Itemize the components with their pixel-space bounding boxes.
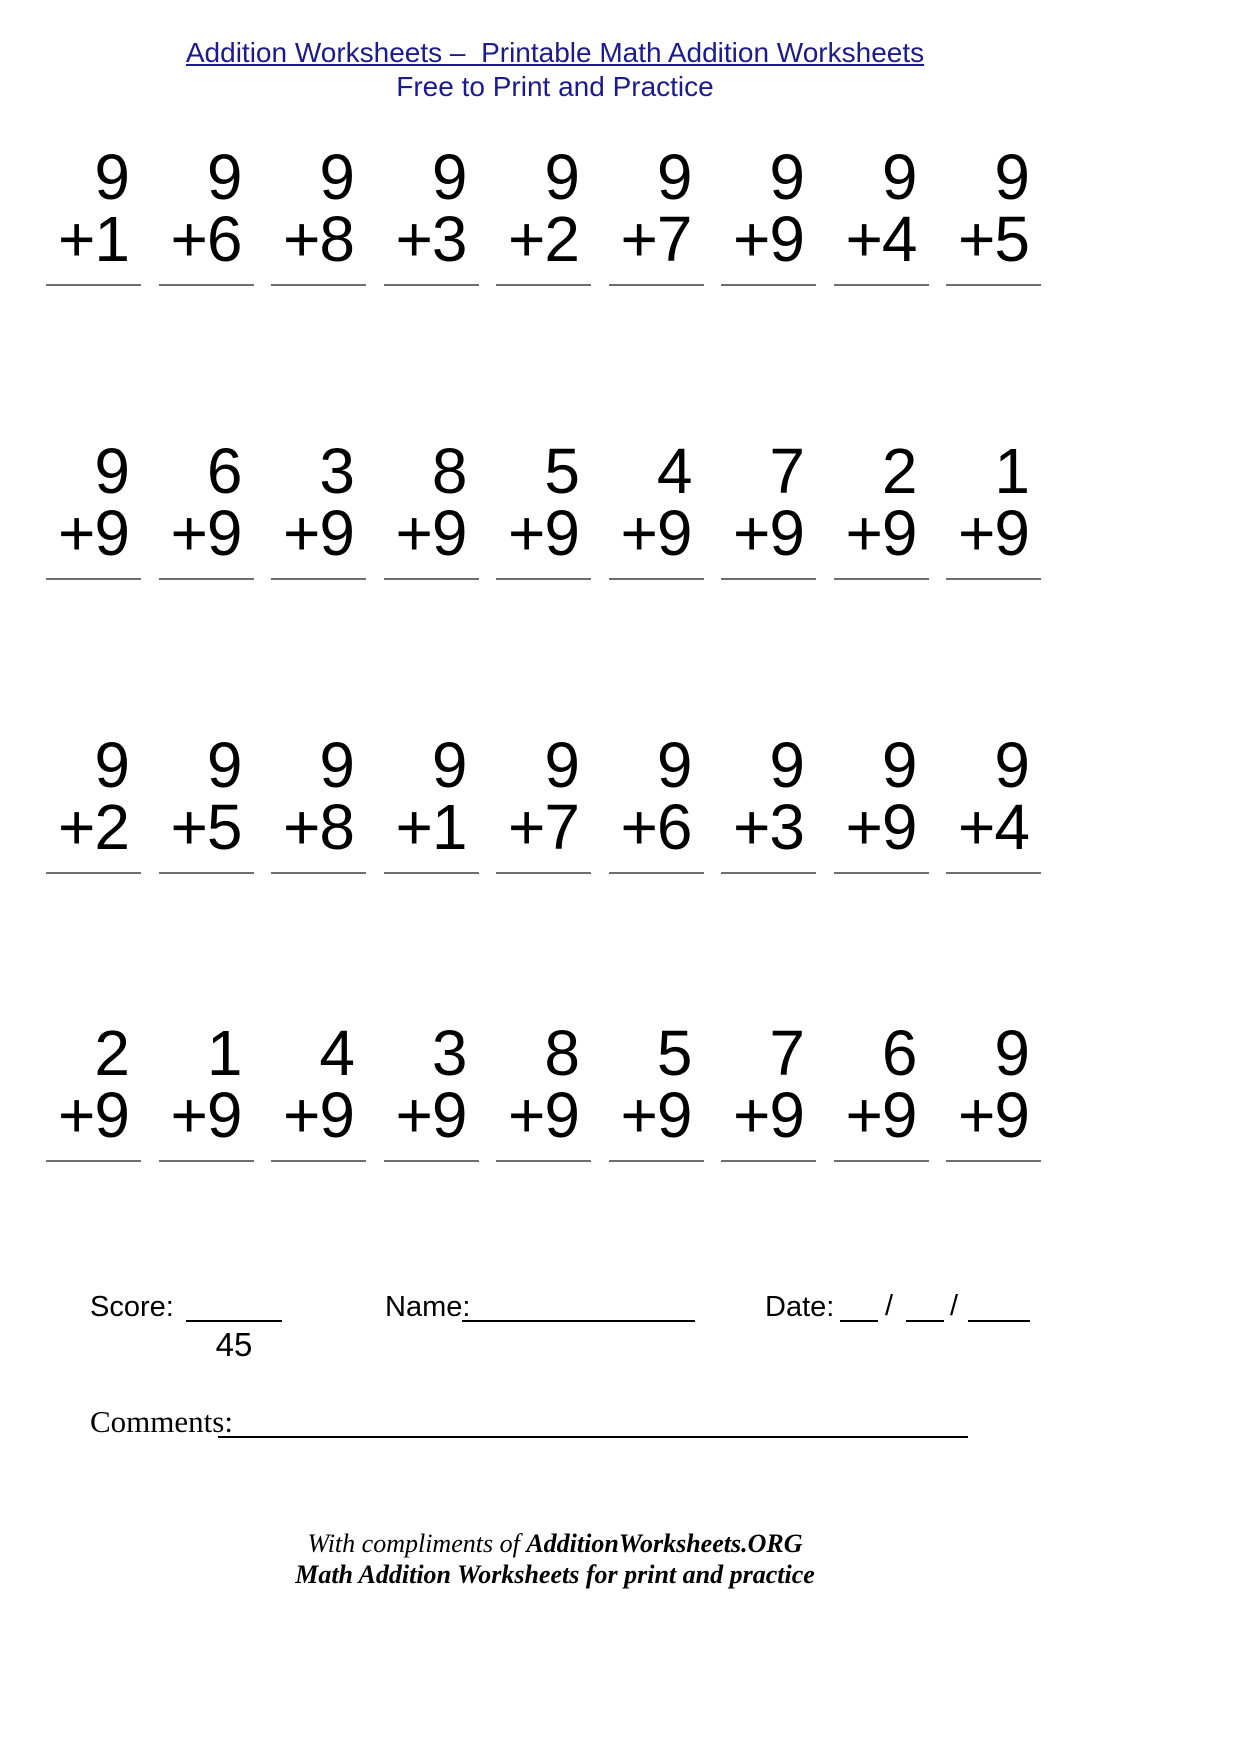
addend-top: 9 bbox=[656, 141, 692, 213]
addend-bottom: +9 bbox=[58, 1079, 129, 1151]
addition-problem bbox=[158, 1017, 258, 1162]
answer-blank-line[interactable] bbox=[609, 872, 704, 874]
addition-problem bbox=[45, 141, 145, 286]
addition-problem bbox=[833, 729, 933, 874]
credits-line1 bbox=[0, 1528, 1110, 1559]
addition-problem bbox=[608, 1017, 708, 1162]
answer-blank-line[interactable] bbox=[496, 1160, 591, 1162]
addend-top: 9 bbox=[544, 729, 579, 801]
date-separator: / bbox=[950, 1290, 959, 1322]
addition-problem bbox=[495, 141, 595, 286]
problem-row-1 bbox=[45, 141, 1045, 286]
problem-row-2 bbox=[45, 435, 1045, 580]
addend-top: 9 bbox=[994, 1017, 1029, 1089]
answer-blank-line[interactable] bbox=[834, 284, 929, 286]
date-label: Date: bbox=[765, 1291, 835, 1323]
page-title bbox=[0, 36, 1110, 104]
addend-top: 6 bbox=[881, 1017, 917, 1089]
addition-problem bbox=[608, 729, 708, 874]
answer-blank-line[interactable] bbox=[271, 872, 366, 874]
answer-blank-line[interactable] bbox=[721, 284, 816, 286]
addend-top: 9 bbox=[94, 729, 129, 801]
addend-bottom: +9 bbox=[845, 1079, 917, 1151]
addition-problem bbox=[383, 729, 483, 874]
addend-top: 9 bbox=[994, 141, 1029, 213]
addend-top: 9 bbox=[431, 729, 467, 801]
answer-blank-line[interactable] bbox=[721, 578, 816, 580]
addend-top: 4 bbox=[319, 1017, 354, 1089]
answer-blank-line[interactable] bbox=[609, 284, 704, 286]
answer-blank-line[interactable] bbox=[946, 1160, 1041, 1162]
addend-bottom: +2 bbox=[58, 791, 129, 863]
answer-blank-line[interactable] bbox=[496, 284, 591, 286]
addend-top: 7 bbox=[769, 1017, 804, 1089]
addend-bottom: +4 bbox=[958, 791, 1029, 863]
answer-blank-line[interactable] bbox=[271, 1160, 366, 1162]
answer-blank-line[interactable] bbox=[271, 578, 366, 580]
title-link[interactable]: Addition Worksheets – Printable Math Addition Worksheets bbox=[185, 37, 925, 68]
answer-blank-line[interactable] bbox=[834, 578, 929, 580]
addend-top: 2 bbox=[881, 435, 917, 507]
addition-problem bbox=[720, 1017, 820, 1162]
addition-problem bbox=[270, 1017, 370, 1162]
problem-row-4 bbox=[45, 1017, 1045, 1162]
addend-top: 9 bbox=[881, 141, 917, 213]
credits-line2: Math Addition Worksheets for print and practice bbox=[295, 1560, 815, 1589]
answer-blank-line[interactable] bbox=[159, 284, 254, 286]
addition-problem bbox=[45, 729, 145, 874]
addend-bottom: +9 bbox=[620, 497, 692, 569]
answer-blank-line[interactable] bbox=[384, 1160, 479, 1162]
answer-blank-line[interactable] bbox=[159, 1160, 254, 1162]
addition-problem bbox=[158, 729, 258, 874]
addend-top: 9 bbox=[881, 729, 917, 801]
addition-problem bbox=[833, 141, 933, 286]
addition-problem bbox=[270, 141, 370, 286]
answer-blank-line[interactable] bbox=[946, 872, 1041, 874]
answer-blank-line[interactable] bbox=[46, 578, 141, 580]
answer-blank-line[interactable] bbox=[46, 1160, 141, 1162]
addend-top: 9 bbox=[769, 141, 804, 213]
credits-footer bbox=[0, 1528, 1110, 1590]
addend-top: 3 bbox=[319, 435, 354, 507]
answer-blank-line[interactable] bbox=[384, 872, 479, 874]
addition-problem bbox=[383, 435, 483, 580]
addition-problem bbox=[45, 1017, 145, 1162]
addend-top: 9 bbox=[206, 729, 242, 801]
addend-bottom: +3 bbox=[733, 791, 804, 863]
addition-problem bbox=[720, 141, 820, 286]
addition-problem bbox=[833, 435, 933, 580]
comments-blank-line[interactable] bbox=[218, 1400, 968, 1438]
answer-blank-line[interactable] bbox=[159, 578, 254, 580]
answer-blank-line[interactable] bbox=[721, 872, 816, 874]
addend-top: 5 bbox=[544, 435, 579, 507]
addend-bottom: +9 bbox=[508, 1079, 579, 1151]
addend-bottom: +3 bbox=[395, 203, 467, 275]
addend-top: 2 bbox=[94, 1017, 129, 1089]
addend-top: 9 bbox=[319, 141, 354, 213]
addend-bottom: +9 bbox=[958, 1079, 1029, 1151]
date-day-blank-line[interactable] bbox=[840, 1286, 878, 1322]
addend-bottom: +1 bbox=[58, 203, 129, 275]
addition-problem bbox=[720, 729, 820, 874]
addend-bottom: +9 bbox=[508, 497, 579, 569]
addend-bottom: +8 bbox=[283, 203, 354, 275]
addend-bottom: +9 bbox=[845, 791, 917, 863]
score-blank-line[interactable] bbox=[186, 1286, 282, 1322]
addend-bottom: +9 bbox=[733, 203, 804, 275]
addend-top: 1 bbox=[206, 1017, 242, 1089]
name-label: Name: bbox=[385, 1291, 471, 1323]
addend-top: 8 bbox=[431, 435, 467, 507]
answer-blank-line[interactable] bbox=[946, 284, 1041, 286]
addend-top: 9 bbox=[656, 729, 692, 801]
addend-bottom: +2 bbox=[508, 203, 579, 275]
addition-problem bbox=[495, 1017, 595, 1162]
answer-blank-line[interactable] bbox=[721, 1160, 816, 1162]
addend-bottom: +5 bbox=[170, 791, 242, 863]
addition-problem bbox=[270, 435, 370, 580]
addend-bottom: +7 bbox=[620, 203, 692, 275]
addend-bottom: +4 bbox=[845, 203, 917, 275]
addend-bottom: +9 bbox=[170, 1079, 242, 1151]
title-subtitle: Free to Print and Practice bbox=[396, 71, 714, 102]
addition-problem bbox=[158, 141, 258, 286]
score-label: Score: bbox=[90, 1291, 174, 1323]
addend-bottom: +1 bbox=[395, 791, 467, 863]
addend-bottom: +9 bbox=[733, 1079, 804, 1151]
addend-bottom: +8 bbox=[283, 791, 354, 863]
addend-top: 9 bbox=[206, 141, 242, 213]
addend-top: 6 bbox=[206, 435, 242, 507]
addend-top: 9 bbox=[94, 435, 129, 507]
date-year-blank-line[interactable] bbox=[968, 1286, 1030, 1322]
addend-top: 9 bbox=[319, 729, 354, 801]
addition-problem bbox=[945, 141, 1045, 286]
addition-problem bbox=[608, 141, 708, 286]
addition-problem bbox=[495, 435, 595, 580]
addend-top: 5 bbox=[656, 1017, 692, 1089]
addition-problem bbox=[158, 435, 258, 580]
addition-problem bbox=[833, 1017, 933, 1162]
addend-top: 4 bbox=[656, 435, 692, 507]
addend-bottom: +9 bbox=[958, 497, 1029, 569]
addend-bottom: +9 bbox=[170, 497, 242, 569]
addition-problem bbox=[945, 435, 1045, 580]
addend-top: 9 bbox=[544, 141, 579, 213]
addend-top: 9 bbox=[431, 141, 467, 213]
addition-problem bbox=[720, 435, 820, 580]
answer-blank-line[interactable] bbox=[496, 872, 591, 874]
addend-top: 9 bbox=[94, 141, 129, 213]
addition-problem bbox=[383, 141, 483, 286]
addition-problem bbox=[608, 435, 708, 580]
score-value: 45 bbox=[215, 1326, 253, 1363]
credits-prefix: With compliments of bbox=[307, 1529, 527, 1558]
addition-problem bbox=[495, 729, 595, 874]
answer-blank-line[interactable] bbox=[834, 872, 929, 874]
addend-bottom: +6 bbox=[170, 203, 242, 275]
answer-blank-line[interactable] bbox=[384, 578, 479, 580]
addend-top: 1 bbox=[994, 435, 1029, 507]
addition-problem bbox=[45, 435, 145, 580]
addition-problem bbox=[945, 729, 1045, 874]
addend-bottom: +5 bbox=[958, 203, 1029, 275]
addend-bottom: +9 bbox=[620, 1079, 692, 1151]
addition-problem bbox=[945, 1017, 1045, 1162]
name-blank-line[interactable] bbox=[462, 1286, 695, 1322]
answer-blank-line[interactable] bbox=[384, 284, 479, 286]
problem-row-3 bbox=[45, 729, 1045, 874]
addend-top: 9 bbox=[994, 729, 1029, 801]
addend-top: 3 bbox=[431, 1017, 467, 1089]
addend-top: 7 bbox=[769, 435, 804, 507]
addend-bottom: +6 bbox=[620, 791, 692, 863]
addend-bottom: +9 bbox=[283, 1079, 354, 1151]
addend-bottom: +9 bbox=[395, 497, 467, 569]
addition-problem bbox=[270, 729, 370, 874]
addend-bottom: +9 bbox=[733, 497, 804, 569]
addend-bottom: +9 bbox=[395, 1079, 467, 1151]
addend-bottom: +9 bbox=[283, 497, 354, 569]
addition-problem bbox=[383, 1017, 483, 1162]
date-separator: / bbox=[885, 1290, 894, 1322]
date-month-blank-line[interactable] bbox=[906, 1286, 944, 1322]
comments-label: Comments: bbox=[90, 1404, 233, 1439]
answer-blank-line[interactable] bbox=[271, 284, 366, 286]
answer-blank-line[interactable] bbox=[46, 284, 141, 286]
answer-blank-line[interactable] bbox=[834, 1160, 929, 1162]
answer-blank-line[interactable] bbox=[159, 872, 254, 874]
addend-top: 8 bbox=[544, 1017, 579, 1089]
addend-bottom: +9 bbox=[58, 497, 129, 569]
answer-blank-line[interactable] bbox=[609, 1160, 704, 1162]
addend-bottom: +7 bbox=[508, 791, 579, 863]
addend-top: 9 bbox=[769, 729, 804, 801]
credits-site: AdditionWorksheets.ORG bbox=[526, 1529, 803, 1558]
answer-blank-line[interactable] bbox=[609, 578, 704, 580]
answer-blank-line[interactable] bbox=[496, 578, 591, 580]
answer-blank-line[interactable] bbox=[946, 578, 1041, 580]
answer-blank-line[interactable] bbox=[46, 872, 141, 874]
addend-bottom: +9 bbox=[845, 497, 917, 569]
